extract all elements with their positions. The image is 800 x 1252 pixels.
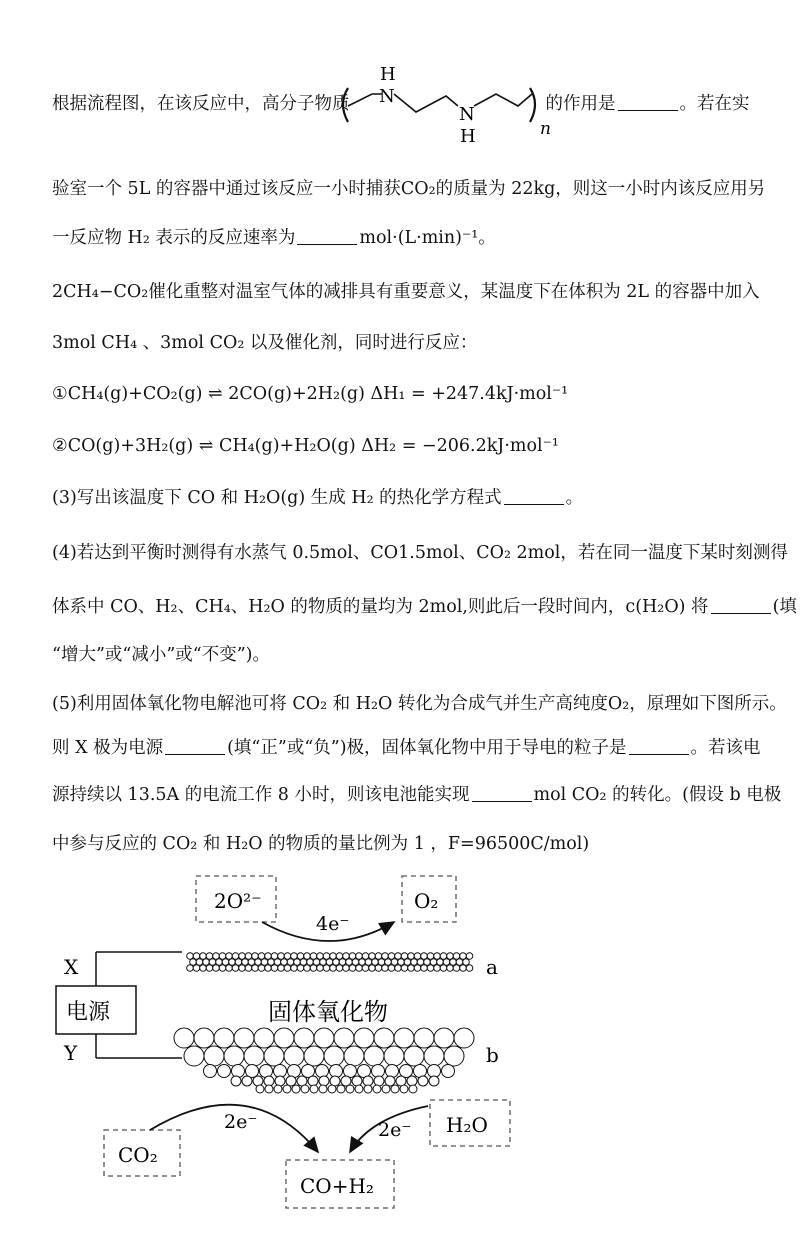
text-l3a: 一反应物 H₂ 表示的反应速率为 [52,228,296,248]
answer-blank-5[interactable] [165,738,225,755]
co2-label: CO₂ [118,1143,158,1167]
electrode-b-grain [424,1046,444,1066]
electrode-b-grain [253,1076,263,1086]
polymer-h-top: H [380,64,396,85]
electrode-b-grain [373,1085,381,1093]
electrode-b-grain [284,1046,304,1066]
electrode-b-grain [218,1065,231,1078]
answer-blank-4[interactable] [711,597,771,614]
electrode-b-grain [374,1028,394,1048]
electrode-a-bead [362,965,369,972]
electrode-b-grain [364,1046,384,1066]
electrode-b-grain [382,1085,390,1093]
electrode-a-bead [271,965,278,972]
electrode-a-bead [245,965,252,972]
electrode-b-grain [324,1046,344,1066]
electrode-a-bead [317,965,324,972]
product-label: CO+H₂ [300,1174,374,1198]
text-q5b3: 。若该电 [690,738,761,758]
electrode-a-bead [278,965,285,972]
electrode-a-bead [388,965,395,972]
electrode-a-bead [213,965,220,972]
electrode-b-grain [319,1076,329,1086]
electrode-b-grain [429,1076,439,1086]
electrode-a-bead [375,965,382,972]
electrode-a-bead [297,965,304,972]
question-5-line-3 [52,783,782,807]
electrode-a-bead [284,965,291,972]
electrode-b-grain [256,1085,264,1093]
electrode-a-bead [226,965,233,972]
question-5-line-4: 中参与反应的 CO₂ 和 H₂O 的物质的量比例为 1 ，F=96500C/mol) [52,834,590,854]
electrode-b-grain [286,1076,296,1086]
electrode-b-grain [310,1085,318,1093]
electrode-a-bead [466,965,473,972]
electrode-a-bead [421,965,428,972]
electrode-b-grain [275,1076,285,1086]
electrode-a-bead [440,965,447,972]
electrode-b-grain [334,1028,354,1048]
label-a: a [486,955,498,979]
question-4-line-1: (4)若达到平衡时测得有水蒸气 0.5mol、CO1.5mol、CO₂ 2mol，若在同一温度下某时刻测得 [52,543,788,563]
electrode-b-grain [184,1046,204,1066]
electrode-a-bead [453,965,460,972]
electrode-a-bead [232,965,239,972]
electrode-a-bead [239,965,246,972]
electrode-a-bead [349,965,356,972]
answer-blank-1[interactable] [618,94,678,111]
text-q3a: (3)写出该温度下 CO 和 H₂O(g) 生成 H₂ 的热化学方程式 [52,488,502,508]
electrode-b-grain [234,1028,254,1048]
electrode-a-bead [219,965,226,972]
electrode-b-grain [414,1028,434,1048]
electrode-a-bead [304,965,311,972]
electrode-b [174,1028,474,1093]
electrode-b-grain [394,1028,414,1048]
electrode-b-grain [384,1046,404,1066]
electrode-a-bead [343,965,350,972]
electrode-b-grain [374,1076,384,1086]
electrode-b-grain [418,1076,428,1086]
electrode-b-grain [354,1028,374,1048]
polymer-h-bottom: H [460,126,476,146]
electrode-b-grain [174,1028,194,1048]
electrode-a-bead [336,965,343,972]
electrode-b-grain [232,1065,245,1078]
label-x: X [64,955,79,979]
electrode-b-grain [385,1076,395,1086]
electrode-a-bead [187,965,194,972]
electrode-a-bead [310,965,317,972]
label-2e-right: 2e⁻ [378,1119,412,1141]
power-source-label: 电源 [66,1000,111,1025]
electrode-b-grain [414,1065,427,1078]
electrode-b-grain [214,1028,234,1048]
electrode-a-bead [291,965,298,972]
electrode-b-grain [352,1076,362,1086]
question-line-2: 验室一个 5L 的容器中通过该反应一小时捕获CO₂的质量为 22kg，则这一小时内该反应用另 [52,179,766,199]
electrode-a-bead [466,953,473,960]
electrode-b-grain [337,1085,345,1093]
electrode-b-grain [274,1085,282,1093]
electrode-b-grain [434,1028,454,1048]
reaction-2: ②CO(g)+3H₂(g) ⇌ CH₄(g)+H₂O(g) ΔH₂ = −206.2kJ·mol⁻¹ [52,436,559,456]
text-l1c: 。若在实 [679,94,750,114]
electrode-b-grain [386,1065,399,1078]
text-q4b2: (填 [772,597,797,617]
electrode-a-bead [460,965,467,972]
electrode-b-grain [330,1065,343,1078]
electrode-b-grain [231,1076,241,1086]
electrode-b-grain [204,1046,224,1066]
text-l3b: mol·(L·min)⁻¹。 [359,228,496,248]
electrode-b-grain [288,1065,301,1078]
text-l1b: 的作用是 [545,94,616,114]
electrode-b-grain [283,1085,291,1093]
electrode-b-grain [404,1046,424,1066]
electrode-b-grain [244,1046,264,1066]
question-4-line-3: “增大”或“减小”或“不变”)。 [52,645,271,665]
question-4-line-2 [52,595,797,619]
solid-oxide-label: 固体氧化物 [268,998,388,1026]
text-q5b1: 则 X 极为电源 [52,738,164,758]
question-line-4: 2CH₄−CO₂催化重整对温室气体的减排具有重要意义，某温度下在体积为 2L 的容器中加入 [52,282,760,302]
electrode-b-grain [442,1065,455,1078]
electrode-b-grain [330,1076,340,1086]
electrode-b-grain [396,1076,406,1086]
electrode-b-grain [274,1028,294,1048]
electrode-a-bead [427,965,434,972]
question-5-line-2 [52,736,760,760]
electrode-b-grain [454,1028,474,1048]
electrode-b-grain [204,1065,217,1078]
question-line-3 [52,226,760,250]
electrode-a-bead [193,965,200,972]
electrode-b-grain [372,1065,385,1078]
text-q5b2: (填“正”或“负”)极，固体氧化物中用于导电的粒子是 [227,738,627,758]
electrode-a-bead [414,965,421,972]
polymer-structure [334,60,556,146]
question-line-5: 3mol CH₄ 、3mol CO₂ 以及催化剂，同时进行反应： [52,333,478,353]
electrode-b-grain [355,1085,363,1093]
answer-blank-7[interactable] [472,785,532,802]
electrode-b-grain [297,1076,307,1086]
electrode-b-grain [391,1085,399,1093]
label-y: Y [64,1041,78,1065]
electrode-a-bead [395,965,402,972]
answer-blank-6[interactable] [629,738,689,755]
text-q4b1: 体系中 CO、H₂、CH₄、H₂O 的物质的量均为 2mol,则此后一段时间内，c(H₂O) 将 [52,597,709,617]
label-4e: 4e⁻ [316,913,350,935]
electrode-b-grain [224,1046,244,1066]
label-2e-left: 2e⁻ [224,1111,258,1133]
electrode-b-grain [328,1085,336,1093]
electrode-b-grain [346,1085,354,1093]
polymer-subscript-n: n [540,119,551,139]
electrode-b-grain [341,1076,351,1086]
question-3 [52,486,760,510]
electrolysis-diagram [0,860,800,1240]
question-5-line-1: (5)利用固体氧化物电解池可将 CO₂ 和 H₂O 转化为合成气并生产高纯度O₂，原理如下图所示。 [52,694,787,714]
polymer-n-bottom: N [459,104,475,125]
electrode-b-grain [319,1085,327,1093]
electrode-b-grain [316,1065,329,1078]
answer-blank-2[interactable] [297,228,357,245]
h2o-label: H₂O [446,1113,488,1137]
electrode-a-bead [447,965,454,972]
text-q5c1: 源持续以 13.5A 的电流工作 8 小时，则该电池能实现 [52,785,470,805]
reaction-1: ①CH₄(g)+CO₂(g) ⇌ 2CO(g)+2H₂(g) ΔH₁ = +247.4kJ·mol⁻¹ [52,384,569,404]
electrode-a-bead [401,965,408,972]
electrode-b-grain [314,1028,334,1048]
electrode-b-grain [294,1028,314,1048]
electrode-b-grain [301,1085,309,1093]
electrode-a-bead [258,965,265,972]
text-q5c2: mol CO₂ 的转化。(假设 b 电极 [533,785,782,805]
electrode-a-bead [369,965,376,972]
electrode-b-grain [194,1028,214,1048]
electrode-a-bead [330,965,337,972]
electrode-a-bead [382,965,389,972]
electrode-b-grain [292,1085,300,1093]
electrode-b-grain [400,1085,408,1093]
electrode-a-bead [200,965,207,972]
text-q3b: 。 [565,488,584,508]
electrode-a-bead [408,965,415,972]
electrode-b-grain [344,1046,364,1066]
electrode-b-grain [304,1046,324,1066]
electrode-b-grain [242,1076,252,1086]
text-l1a: 根据流程图，在该反应中，高分子物质 [52,94,350,114]
electrode-b-grain [409,1085,417,1093]
electrode-b-grain [260,1065,273,1078]
electrode-b-grain [265,1085,273,1093]
electrode-a [187,953,473,972]
electrode-a-bead [265,965,272,972]
o2-label: O₂ [414,889,439,913]
polymer-n-top: N [379,86,395,107]
o2minus-label: 2O²⁻ [214,889,262,913]
electrode-b-grain [264,1046,284,1066]
electrode-a-bead [206,965,213,972]
electrode-b-grain [444,1046,464,1066]
electrode-b-grain [407,1076,417,1086]
electrode-a-bead [356,965,363,972]
electrode-b-grain [364,1085,372,1093]
electrode-b-grain [308,1076,318,1086]
electrode-a-bead [434,965,441,972]
electrode-b-grain [254,1028,274,1048]
electrode-a-bead [252,965,259,972]
label-b: b [486,1043,499,1067]
electrode-a-bead [323,965,330,972]
answer-blank-3[interactable] [504,488,564,505]
